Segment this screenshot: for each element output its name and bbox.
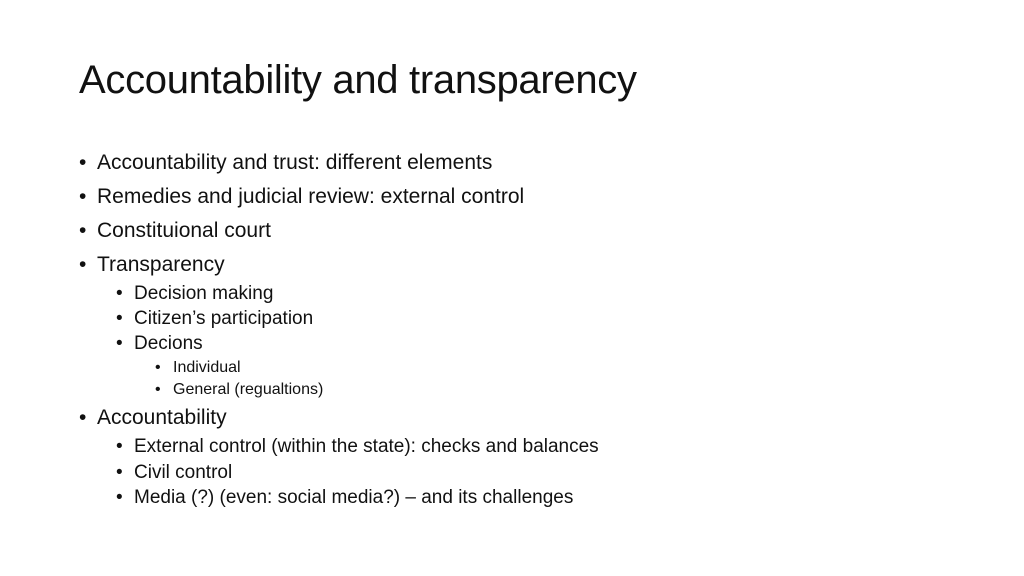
bullet-text: Constituional court <box>97 219 271 242</box>
sub-bullet-item <box>116 462 232 484</box>
sub-bullet-item <box>116 436 599 458</box>
bullet-text: Remedies and judicial review: external control <box>97 185 525 208</box>
bullet-text: Individual <box>173 359 241 376</box>
bullet-text: Transparency <box>97 253 225 276</box>
bullet-icon: • <box>116 333 123 354</box>
bullet-icon: • <box>116 462 123 483</box>
bullet-icon: • <box>79 253 87 276</box>
sub-bullet-item <box>116 487 573 509</box>
bullet-text: Civil control <box>134 462 233 483</box>
sub-bullet-item <box>116 308 313 330</box>
bullet-icon: • <box>79 185 87 208</box>
sub-sub-bullet-item <box>155 381 323 399</box>
bullet-icon: • <box>155 359 161 376</box>
bullet-text: Decision making <box>134 283 274 304</box>
sub-sub-bullet-item <box>155 359 241 377</box>
bullet-text: Media (?) (even: social media?) – and its challenges <box>134 487 574 508</box>
bullet-text: General (regualtions) <box>173 381 324 398</box>
bullet-icon: • <box>116 283 123 304</box>
bullet-text: Accountability and trust: different elements <box>97 151 493 174</box>
bullet-icon: • <box>79 219 87 242</box>
slide-title: Accountability and transparency <box>79 58 637 102</box>
bullet-item <box>79 219 271 243</box>
bullet-text: External control (within the state): checks and balances <box>134 436 599 457</box>
bullet-text: Decions <box>134 333 203 354</box>
bullet-icon: • <box>79 151 87 174</box>
bullet-item <box>79 406 227 430</box>
bullet-item <box>79 185 524 209</box>
bullet-item <box>79 151 492 175</box>
bullet-text: Citizen’s participation <box>134 308 314 329</box>
bullet-icon: • <box>116 436 123 457</box>
bullet-icon: • <box>79 406 87 429</box>
bullet-icon: • <box>155 381 161 398</box>
bullet-item <box>79 253 225 277</box>
bullet-icon: • <box>116 487 123 508</box>
sub-bullet-item <box>116 333 203 355</box>
sub-bullet-item <box>116 283 273 305</box>
bullet-text: Accountability <box>97 406 227 429</box>
bullet-icon: • <box>116 308 123 329</box>
